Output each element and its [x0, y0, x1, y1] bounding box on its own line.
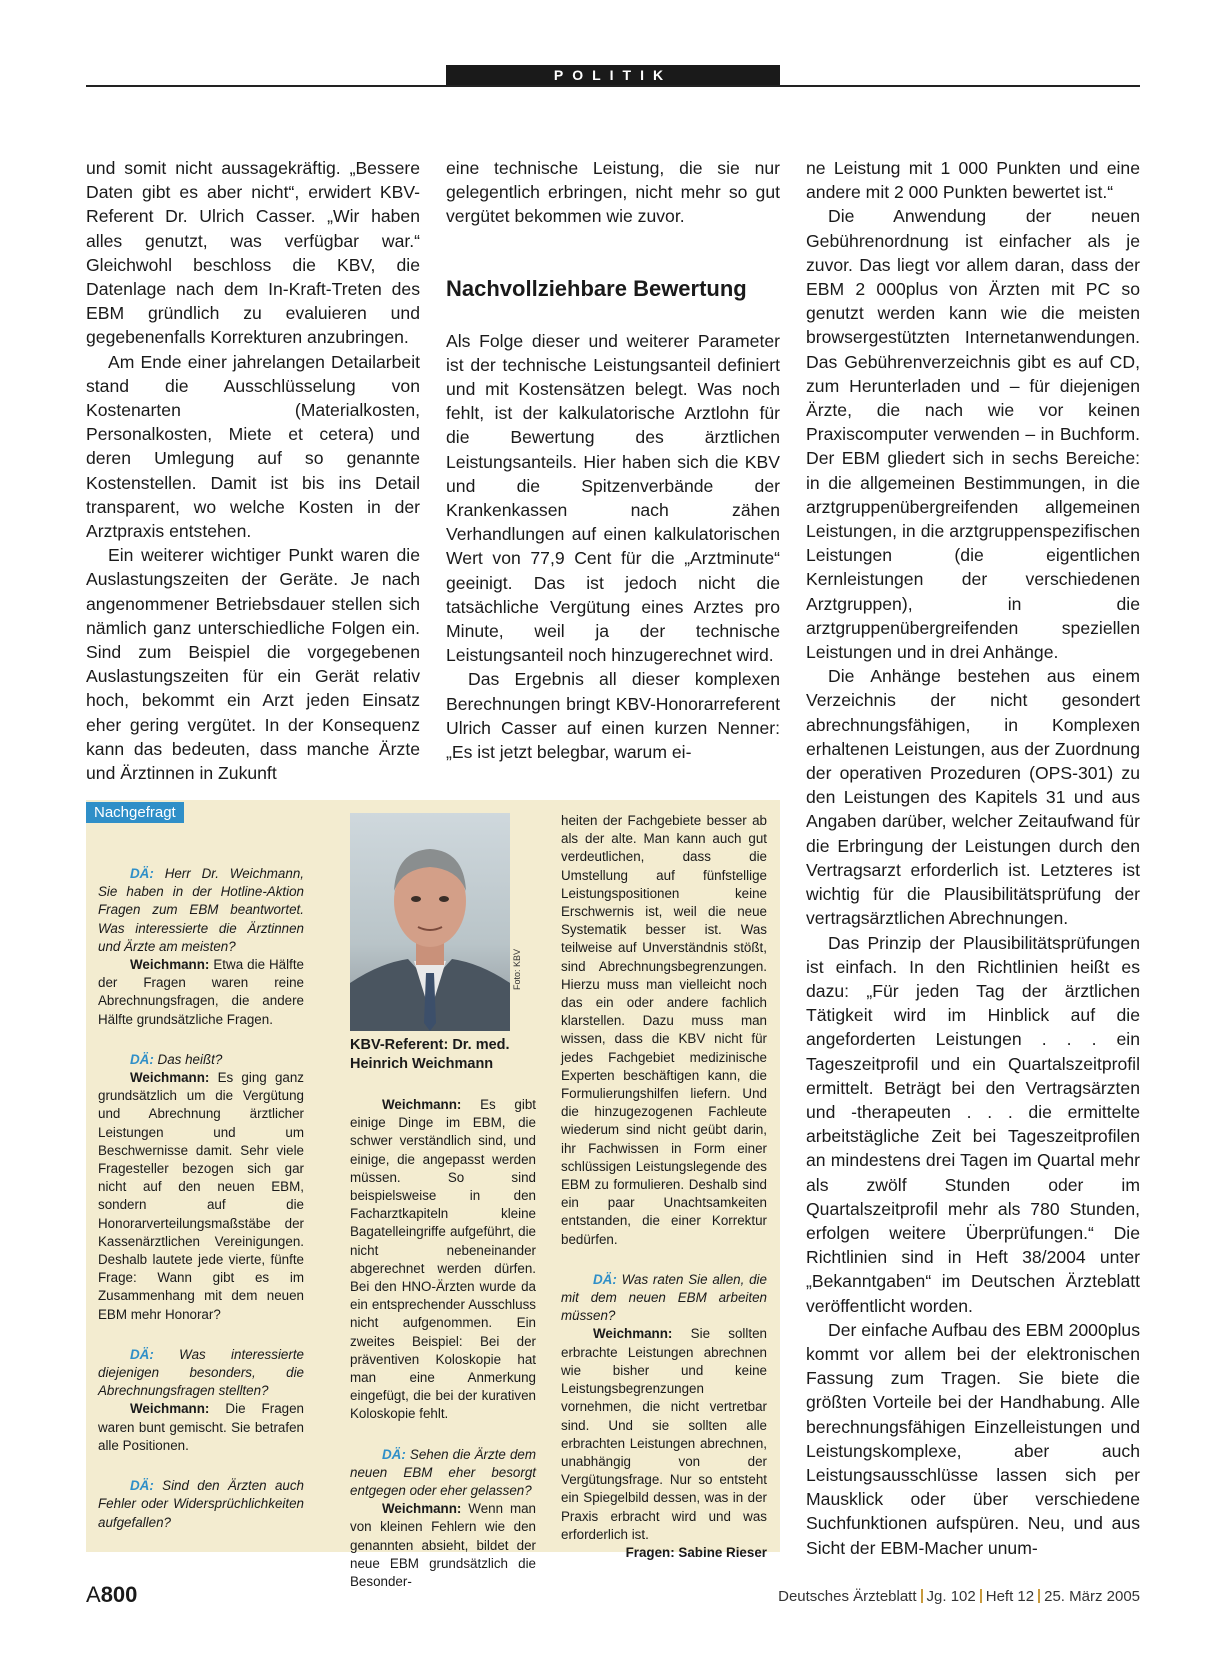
- journal-name: Deutsches Ärzteblatt: [778, 1588, 917, 1605]
- paragraph: Am Ende einer jahrelangen Detailarbeit stand die Ausschlüsselung von Kostenarten (Materialkosten, Personalkosten, Miete et cetera) und deren Umlegung auf so genannte Kostenstellen. Damit ist bis ins Detail transparent, wo welche Kosten in der Arztpraxis entstehen.: [86, 351, 420, 542]
- interview-column-3: [561, 812, 767, 1566]
- answer-text: Etwa die Hälfte der Fragen waren reine Abrechnungsfragen, die andere Hälfte grundsätzliche Fragen.: [98, 957, 304, 1027]
- interview-column-2: [350, 1096, 536, 1613]
- interview-question: [98, 1051, 304, 1069]
- page-number-value: 800: [100, 1582, 138, 1607]
- interview-question: [98, 865, 304, 956]
- interview-answer: [98, 1400, 304, 1455]
- journal-volume: Jg. 102: [926, 1588, 976, 1605]
- question-prefix: DÄ:: [593, 1271, 617, 1287]
- question-text: Herr Dr. Weichmann, Sie haben in der Hotline-Aktion Fragen zum EBM beantwortet. Was interessierte die Ärztinnen und Ärzte am meisten?: [98, 866, 304, 954]
- interview-question: [350, 1446, 536, 1501]
- interview-tag: Nachgefragt: [86, 802, 184, 823]
- divider: [1038, 1589, 1040, 1603]
- interview-signoff: Fragen: Sabine Rieser: [625, 1544, 767, 1560]
- answer-prefix: Weichmann:: [130, 1401, 210, 1417]
- interview-column-1: [98, 865, 304, 1554]
- paragraph: Ein weiterer wichtiger Punkt waren die Auslastungszeiten der Geräte. Je nach angenommener Betriebsdauer stellen sich nämlich ganz unterschiedliche Folgen ein. Sind zum Beispiel die vorgegebenen Auslastungszeiten für ein Gerät relativ hoch, bekommt ein Arzt jeden Einsatz eher gering vergütet. In der Konsequenz kann das bedeuten, dass manche Ärzte und Ärztinnen in Zukunft: [86, 545, 420, 784]
- interview-answer: [350, 1096, 536, 1424]
- paragraph: Das Ergebnis all dieser komplexen Berechnungen bringt KBV-Honorarreferent Ulrich Casser auf einen kurzen Nenner: „Es ist jetzt belegbar, warum ei-: [446, 669, 780, 763]
- answer-prefix: Weichmann:: [130, 957, 210, 973]
- article-column-1: [86, 156, 420, 785]
- section-label: POLITIK: [446, 65, 780, 85]
- article-column-2: [446, 156, 780, 764]
- answer-text: Es ging ganz grundsätzlich um die Vergütung und Abrechnung ärztlicher Leistungen und um Beschwernisse damit. Sehr viele Fragesteller bezogen sich gar nicht auf den neuen EBM, sondern auf die Honorarverteilungsmaßstäbe der Kassenärztlichen Vereinigungen. Deshalb lautete jede vierte, fünfte Frage: Wann gibt es im Zusammenhang mit dem neuen EBM mehr Honorar?: [98, 1070, 304, 1322]
- article-column-3: [806, 156, 1140, 1560]
- journal-date: 25. März 2005: [1044, 1588, 1140, 1605]
- interview-question: [98, 1477, 304, 1532]
- page-prefix: A: [86, 1582, 101, 1607]
- paragraph: Die Anwendung der neuen Gebührenordnung ist einfacher als je zuvor. Das liegt vor allem daran, dass der EBM 2 000plus von Ärzten mit PC so genutzt werden kann wie die meisten browsergestützten Internetanwendungen. Das Gebührenverzeichnis gibt es auf CD, zum Herunterladen und – für diejenigen Ärzte, die nach wie vor keinen Praxiscomputer verwenden – in Buchform. Der EBM gliedert sich in sechs Bereiche: in die allgemeinen Bestimmungen, in die arztgruppenübergreifenden allgemeinen Leistungen, in die arztgruppenspezifischen Leistungen (die eigentlichen Kernleistungen der verschiedenen Arztgruppen), in die arztgruppenübergreifenden speziellen Leistungen und in drei Anhänge.: [806, 206, 1140, 663]
- paragraph: Die Anhänge bestehen aus einem Verzeichnis der nicht gesondert abrechnungsfähigen, in Komplexen erhaltenen Leistungen, aus der Zuordnung der operativen Prozeduren (OPS-301) zu den Leistungen des Kapitels 31 und aus Angaben darüber, welcher Zeitaufwand für die Erbringung der Leistungen durch den Vertragsarzt erforderlich ist. Letzteres ist wichtig für die Plausibilitätsprüfung der vertragsärztlichen Abrechnungen.: [806, 666, 1140, 929]
- interview-answer: [98, 1069, 304, 1324]
- question-text: Sehen die Ärzte dem neuen EBM eher besorgt entgegen oder eher gelassen?: [350, 1446, 536, 1499]
- interview-question: [561, 1271, 767, 1326]
- divider: [921, 1589, 923, 1603]
- interview-answer: [98, 956, 304, 1029]
- portrait-illustration: [350, 813, 510, 1031]
- photo-caption: KBV-Referent: Dr. med. Heinrich Weichmann: [350, 1037, 510, 1072]
- answer-text: Sie sollten erbrachte Leistungen abrechnen wie bisher und keine Leistungsbegrenzungen vornehmen, die nicht vertretbar sind. Und sie sollten alle erbrachten Leistungen abrechnen, unabhängig von der Vergütungsfrage. Nur so entsteht ein Spiegelbild dessen, was in der Praxis erbracht wird und was erforderlich ist.: [561, 1326, 767, 1542]
- answer-prefix: Weichmann:: [593, 1326, 673, 1342]
- page-number: [86, 1582, 137, 1608]
- paragraph: Das Prinzip der Plausibilitätsprüfungen ist einfach. In den Richtlinien heißt es dazu: „Für jeden Tag der ärztlichen Tätigkeit wird im Hinblick auf die angeforderten Leistungen . . . ein Tageszeitprofil und ein Quartalszeitprofil ermittelt. Beträgt bei den Vertragsärzten und -therapeuten . . . die ermittelte arbeitstägliche Zeit bei Tageszeitprofilen an mindestens drei Tagen im Quartal mehr als zwölf Stunden oder im Quartalszeitprofil mehr als 780 Stunden, erfolgen weitere Überprüfungen.“ Die Richtlinien sind in Heft 38/2004 unter „Bekanntgaben“ im Deutschen Ärzteblatt veröffentlicht worden.: [806, 932, 1140, 1316]
- question-prefix: DÄ:: [130, 1346, 154, 1362]
- paragraph: ne Leistung mit 1 000 Punkten und eine andere mit 2 000 Punkten bewertet ist.“: [806, 158, 1140, 203]
- paragraph: Als Folge dieser und weiterer Parameter ist der technische Leistungsanteil definiert und mit Kostensätzen belegt. Was noch fehlt, ist der kalkulatorische Arztlohn für die Bewertung des ärztlichen Leistungsanteils. Hier haben sich die KBV und die Spitzenverbände der Krankenkassen nach zähen Verhandlungen auf einen kalkulatorischen Wert von 77,9 Cent für die „Arztminute“ geeinigt. Das ist jedoch nicht die tatsächliche Vergütung eines Arztes pro Minute, weil ja der technische Leistungsanteil noch hinzugerechnet wird.: [446, 330, 780, 666]
- journal-info: [778, 1588, 1140, 1605]
- portrait-photo: [350, 813, 510, 1031]
- question-text: Sind den Ärzten auch Fehler oder Widersprüchlichkeiten aufgefallen?: [98, 1478, 304, 1530]
- answer-prefix: Weichmann:: [382, 1501, 462, 1517]
- answer-text: Wenn man von kleinen Fehlern wie den genannten absieht, bildet der neue EBM grundsätzlich die Besonder-: [350, 1501, 536, 1590]
- answer-continuation: heiten der Fachgebiete besser ab als der alte. Man kann auch gut verdeutlichen, dass die Umstellung auf fünfstellige Leistungspositionen keine Erschwernis ist, weil die neue Systematik besser ist. Was teilweise auf Unverständnis stößt, sind Abrechnungsbegrenzungen. Hierzu muss man vielleicht noch das ein oder andere fachlich klarstellen. Dazu muss man wissen, dass die KBV nicht für jedes Fachgebiet medizinische Experten beschäftigen kann, die Formulierungshilfen liefern. Und die hinzugezogenen Fachleute wiederum sind nicht geübt darin, ihr Fachwissen in Form einer schlüssigen Leistungslegende des EBM zu formulieren. Deshalb sind ein paar Unachtsamkeiten entstanden, die einer Korrektur bedürfen.: [561, 813, 767, 1247]
- question-prefix: DÄ:: [382, 1446, 406, 1462]
- answer-prefix: Weichmann:: [382, 1097, 462, 1112]
- answer-text: Es gibt einige Dinge im EBM, die schwer verständlich sind, und einige, die angepasst werden müssen. So sind beispielsweise in den Facharztkapiteln kleine Bagatelleingriffe aufgeführt, die nicht nebeneinander abgerechnet werden dürfen. Bei den HNO-Ärzten wurde da ein entsprechender Ausschluss nicht aufgenommen. Ein zweites Beispiel: Bei der präventiven Koloskopie hat man eine Anmerkung eingefügt, die bei der kurativen Koloskopie fehlt.: [350, 1097, 536, 1422]
- answer-prefix: Weichmann:: [130, 1070, 210, 1086]
- interview-answer: [561, 1325, 767, 1560]
- question-text: Was interessierte diejenigen besonders, die Abrechnungsfragen stellten?: [98, 1346, 304, 1399]
- question-text: Das heißt?: [157, 1051, 223, 1067]
- subheading: Nachvollziehbare Bewertung: [446, 275, 747, 301]
- header-rule: [86, 85, 1140, 87]
- photo-credit: Foto: KBV: [512, 948, 522, 990]
- interview-answer: [350, 1500, 536, 1591]
- question-text: Was raten Sie allen, die mit dem neuen EBM arbeiten müssen?: [561, 1271, 767, 1324]
- paragraph: eine technische Leistung, die sie nur gelegentlich erbringen, nicht mehr so gut vergütet bekommen wie zuvor.: [446, 158, 780, 227]
- divider: [980, 1589, 982, 1603]
- interview-question: [98, 1346, 304, 1401]
- paragraph: und somit nicht aussagekräftig. „Bessere Daten gibt es aber nicht“, erwidert KBV-Referent Dr. Ulrich Casser. „Wir haben alles genutzt, was verfügbar war.“ Gleichwohl beschloss die KBV, die Datenlage nach dem In-Kraft-Treten des EBM gründlich zu evaluieren und gegebenenfalls Korrekturen anzubringen.: [86, 158, 420, 348]
- answer-text: Die Fragen waren bunt gemischt. Sie betrafen alle Positionen.: [98, 1401, 304, 1453]
- paragraph: Der einfache Aufbau des EBM 2000plus kommt vor allem bei der elektronischen Fassung zum Tragen. Sie biete die größten Vorteile bei der Handhabung. Alle berechnungsfähigen Einzelleistungen und Leistungskomplexe, aber auch Leistungsausschlüsse lassen sich per Mausklick oder über verschiedene Suchfunktionen aufspüren. Neu, und aus Sicht der EBM-Macher unum-: [806, 1319, 1141, 1558]
- journal-issue: Heft 12: [985, 1588, 1035, 1605]
- question-prefix: DÄ:: [130, 866, 154, 881]
- question-prefix: DÄ:: [130, 1478, 154, 1494]
- question-prefix: DÄ:: [130, 1051, 154, 1067]
